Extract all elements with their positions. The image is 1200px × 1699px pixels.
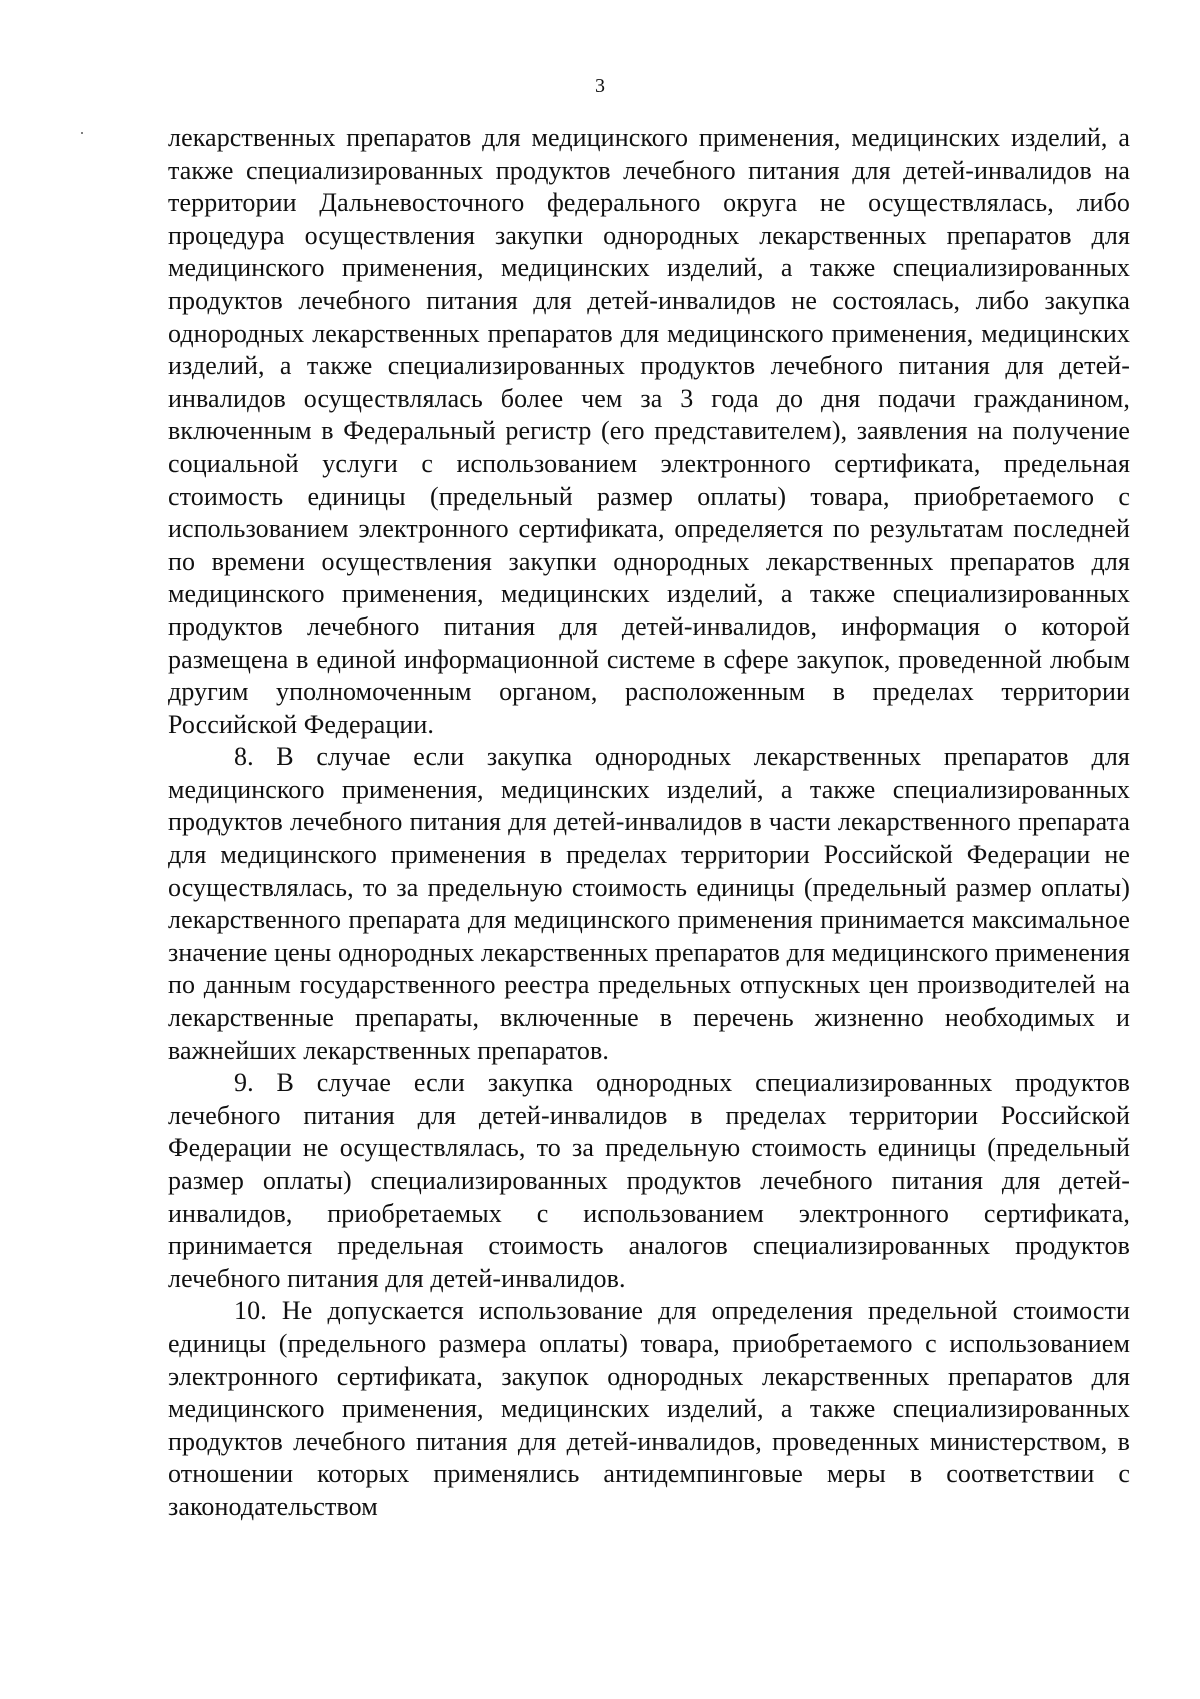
scan-speck bbox=[81, 132, 83, 134]
document-body bbox=[168, 122, 1130, 1524]
paragraph-item-8: 8. В случае если закупка однородных лекарственных препаратов для медицинского применения, медицинских изделий, а также специализированных продуктов лечебного питания для детей-инвалидов в части лекарственного препарата для медицинского применения в пределах территории Российской Федерации не осуществлялась, то за предельную стоимость единицы (предельный размер оплаты) лекарственного препарата для медицинского применения принимается максимальное значение цены однородных лекарственных препаратов для медицинского применения по данным государственного реестра предельных отпускных цен производителей на лекарственные препараты, включенные в перечень жизненно необходимых и важнейших лекарственных препаратов. bbox=[168, 742, 1130, 1065]
paragraph-item-10: 10. Не допускается использование для определения предельной стоимости единицы (предельного размера оплаты) товара, приобретаемого с использованием электронного сертификата, закупок однородных лекарственных препаратов для медицинского применения, медицинских изделий, а также специализированных продуктов лечебного питания для детей-инвалидов, проведенных министерством, в отношении которых применялись антидемпинговые меры в соответствии с законодательством bbox=[168, 1296, 1130, 1521]
paragraph-item-9: 9. В случае если закупка однородных специализированных продуктов лечебного питания для детей-инвалидов в пределах территории Российской Федерации не осуществлялась, то за предельную стоимость единицы (предельный размер оплаты) специализированных продуктов лечебного питания для детей-инвалидов, приобретаемых с использованием электронного сертификата, принимается предельная стоимость аналогов специализированных продуктов лечебного питания для детей-инвалидов. bbox=[168, 1068, 1130, 1293]
paragraph-continuation: лекарственных препаратов для медицинского применения, медицинских изделий, а также специализированных продуктов лечебного питания для детей-инвалидов на территории Дальневосточного федерального округа не осуществлялась, либо процедура осуществления закупки однородных лекарственных препаратов для медицинского применения, медицинских изделий, а также специализированных продуктов лечебного питания для детей-инвалидов не состоялась, либо закупка однородных лекарственных препаратов для медицинского применения, медицинских изделий, а также специализированных продуктов лечебного питания для детей-инвалидов осуществлялась более чем за 3 года до дня подачи гражданином, включенным в Федеральный регистр (его представителем), заявления на получение социальной услуги с использованием электронного сертификата, предельная стоимость единицы (предельный размер оплаты) товара, приобретаемого с использованием электронного сертификата, определяется по результатам последней по времени осуществления закупки однородных лекарственных препаратов для медицинского применения, медицинских изделий, а также специализированных продуктов лечебного питания для детей-инвалидов, информация о которой размещена в единой информационной системе в сфере закупок, проведенной любым другим уполномоченным органом, расположенным в пределах территории Российской Федерации. bbox=[168, 123, 1130, 739]
page-number: 3 bbox=[595, 75, 605, 97]
